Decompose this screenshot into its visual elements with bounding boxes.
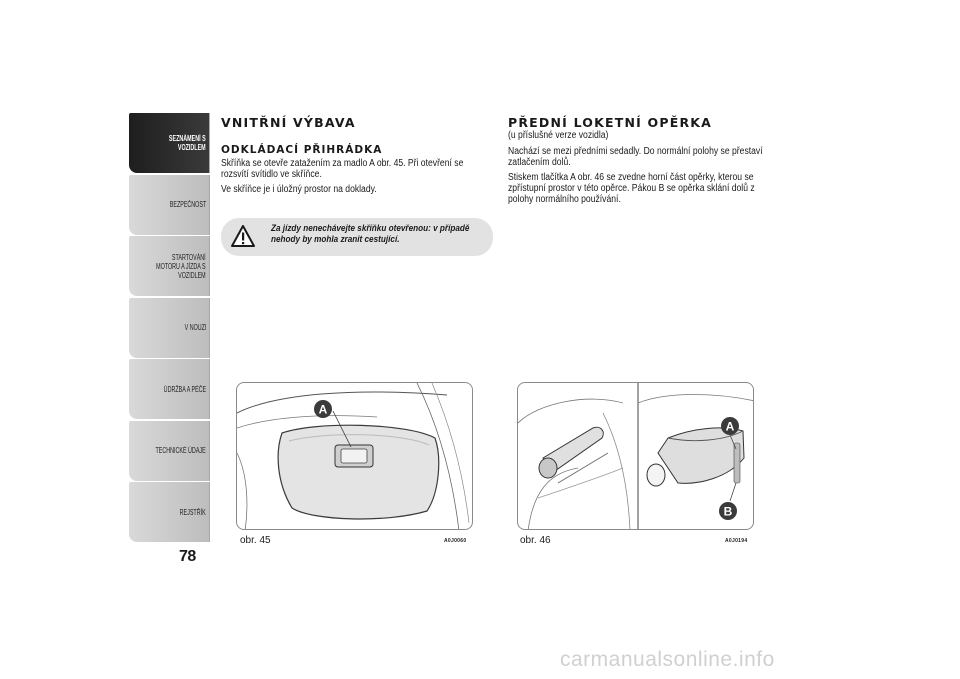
tab-label-line: REJSTŘÍK: [179, 507, 206, 517]
tab-label-line: BEZPEČNOST: [169, 200, 206, 209]
left-column: [221, 115, 481, 199]
paragraph: Stiskem tlačítka A obr. 46 se zvedne horní část opěrky, kterou se zpřístupní prostor v této opěrce. Pákou B se opěrka sklání dolů z polohy normálního používání.: [508, 172, 755, 205]
warning-line: Za jízdy nenechávejte skříňku otevřenou: v případě: [271, 223, 470, 234]
tab-seznameni[interactable]: [129, 113, 210, 173]
version-note: (u příslušné verze vozidla): [508, 130, 609, 141]
figure-code: A0J0194: [725, 538, 748, 544]
tab-udrzba[interactable]: [129, 359, 210, 419]
warning-box: [221, 218, 493, 256]
callout-b: B: [723, 504, 733, 519]
section-heading: VNITŘNÍ VÝBAVA: [221, 115, 356, 130]
figure-caption: obr. 45: [240, 535, 271, 546]
page-number: 78: [179, 548, 196, 565]
tab-label-line: VOZIDLEM: [178, 143, 206, 152]
tab-bezpecnost[interactable]: [129, 175, 210, 235]
paragraph: Skříňka se otevře zatažením za madlo A obr. 45. Při otevření se rozsvítí svítidlo ve skříňce.: [221, 158, 464, 180]
figure-code: A0J0060: [444, 538, 467, 544]
chapter-tabs: [129, 113, 210, 544]
figure-glovebox: [236, 382, 473, 530]
tab-label-line: TECHNICKÉ ÚDAJE: [155, 446, 206, 455]
glovebox-illustration: [237, 383, 473, 530]
tab-label-line: STARTOVÁNÍ: [172, 252, 206, 262]
warning-text: [271, 224, 495, 245]
tab-label-line: MOTORU A JÍZDA S: [156, 261, 206, 271]
figure-armrest: [517, 382, 754, 530]
tab-technicke-udaje[interactable]: [129, 421, 210, 481]
section-heading: PŘEDNÍ LOKETNÍ OPĚRKA: [508, 115, 713, 130]
warning-line: nehody by mohla zranit cestující.: [271, 233, 400, 245]
paragraph: Ve skříňce je i úložný prostor na doklady.: [221, 184, 377, 195]
tab-rejstrik[interactable]: [129, 482, 210, 542]
tab-label-line: VOZIDLEM: [178, 270, 206, 280]
watermark: carmanualsonline.info: [560, 648, 775, 671]
tab-v-nouzi[interactable]: [129, 298, 210, 358]
tab-label-line: V NOUZI: [184, 323, 206, 332]
tab-label-line: SEZNÁMENÍ S: [169, 134, 206, 143]
tab-startovani[interactable]: [129, 236, 210, 296]
callout-a: A: [318, 402, 328, 417]
paragraph: Nachází se mezi předními sedadly. Do normální polohy se přestaví zatlačením dolů.: [508, 146, 763, 168]
subsection-heading: ODKLÁDACÍ PŘIHRÁDKA: [221, 144, 383, 156]
callout-a: A: [725, 419, 735, 434]
figure-caption: obr. 46: [520, 535, 551, 546]
armrest-illustration: [518, 383, 754, 530]
right-column: [508, 115, 768, 209]
tab-label-line: ÚDRŽBA A PÉČE: [163, 384, 206, 394]
warning-icon: [231, 225, 255, 247]
